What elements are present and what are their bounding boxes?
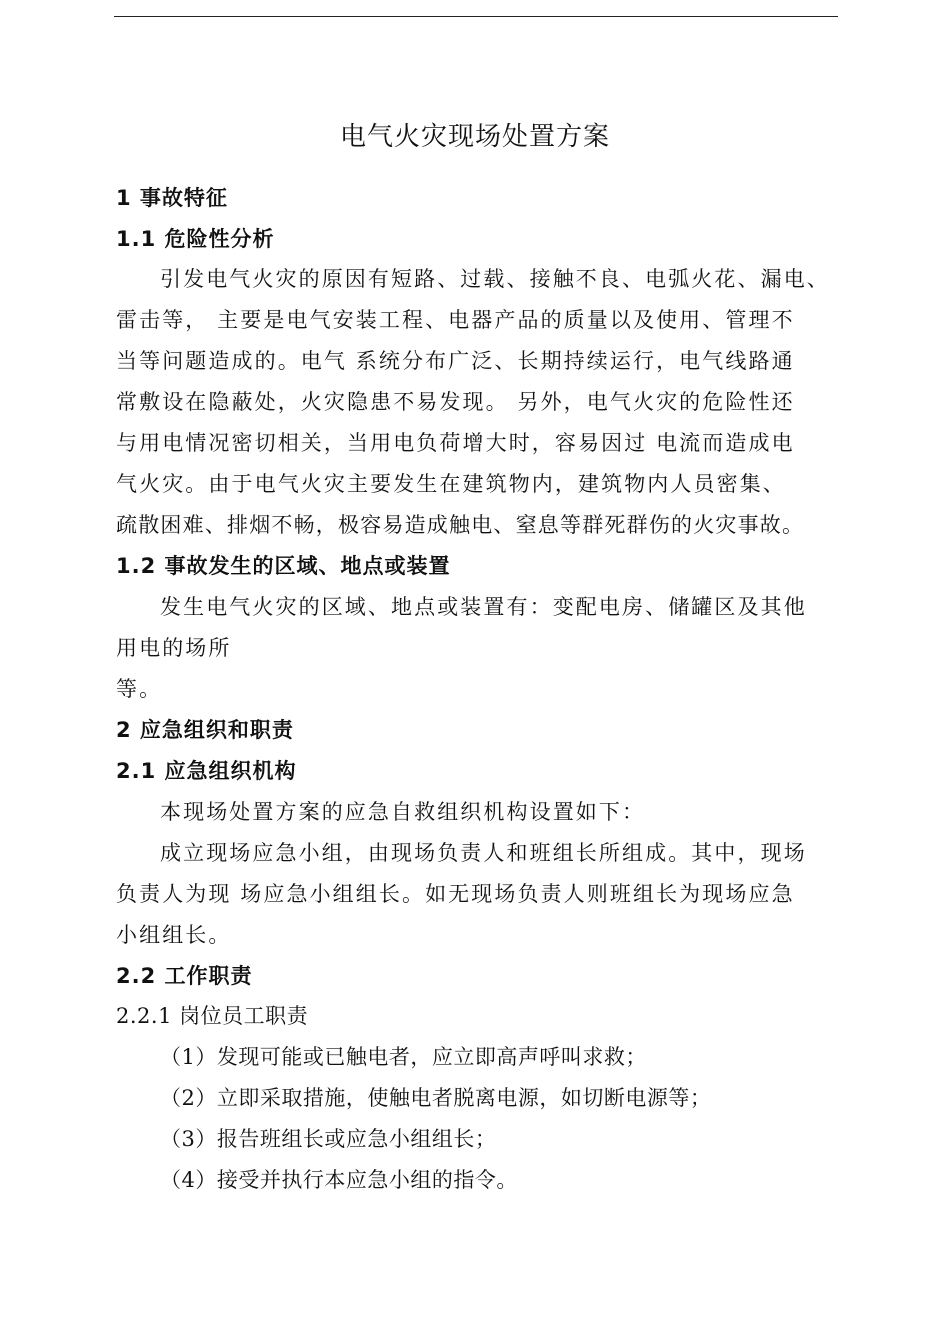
paragraph-line: 发生电气火灾的区域、地点或装置有：变配电房、储罐区及其他 bbox=[160, 595, 807, 619]
section-1-1-heading: 1.1 危险性分析 bbox=[116, 227, 275, 251]
paragraph-line: 等。 bbox=[116, 677, 163, 701]
list-item: （2）立即采取措施，使触电者脱离电源，如切断电源等； bbox=[160, 1086, 712, 1110]
paragraph-line: 当等问题造成的。电气 系统分布广泛、长期持续运行，电气线路通 bbox=[116, 349, 795, 373]
list-item: （1）发现可能或已触电者，应立即高声呼叫求救； bbox=[160, 1045, 647, 1069]
paragraph-line: 气火灾。由于电气火灾主要发生在建筑物内，建筑物内人员密集、 bbox=[116, 472, 786, 496]
section-1-heading: 1 事故特征 bbox=[116, 186, 228, 210]
list-item: （3）报告班组长或应急小组组长； bbox=[160, 1127, 497, 1151]
paragraph-line: 引发电气火灾的原因有短路、过载、接触不良、电弧火花、漏电、 bbox=[160, 267, 830, 291]
header-rule bbox=[114, 16, 838, 17]
paragraph-line: 常敷设在隐蔽处，火灾隐患不易发现。 另外，电气火灾的危险性还 bbox=[116, 390, 795, 414]
paragraph-line: 与用电情况密切相关，当用电负荷增大时，容易因过 电流而造成电 bbox=[116, 431, 795, 455]
paragraph-line: 疏散困难、排烟不畅，极容易造成触电、窒息等群死群伤的火灾事故。 bbox=[116, 513, 805, 537]
paragraph-line: 小组组长。 bbox=[116, 923, 232, 947]
paragraph-line: 本现场处置方案的应急自救组织机构设置如下： bbox=[160, 800, 646, 824]
section-2-1-heading: 2.1 应急组织机构 bbox=[116, 759, 297, 783]
section-2-2-1-heading: 2.2.1 岗位员工职责 bbox=[116, 1004, 309, 1028]
section-2-2-heading: 2.2 工作职责 bbox=[116, 964, 253, 988]
document-title: 电气火灾现场处置方案 bbox=[339, 122, 610, 152]
paragraph-line: 负责人为现 场应急小组组长。如无现场负责人则班组长为现场应急 bbox=[116, 882, 795, 906]
section-1-2-heading: 1.2 事故发生的区域、地点或装置 bbox=[116, 554, 451, 578]
paragraph-line: 用电的场所 bbox=[116, 636, 232, 660]
section-2-heading: 2 应急组织和职责 bbox=[116, 718, 294, 742]
paragraph-line: 成立现场应急小组，由现场负责人和班组长所组成。其中，现场 bbox=[160, 841, 807, 865]
paragraph-line: 雷击等， 主要是电气安装工程、电器产品的质量以及使用、管理不 bbox=[116, 308, 795, 332]
list-item: （4）接受并执行本应急小组的指令。 bbox=[160, 1168, 518, 1192]
